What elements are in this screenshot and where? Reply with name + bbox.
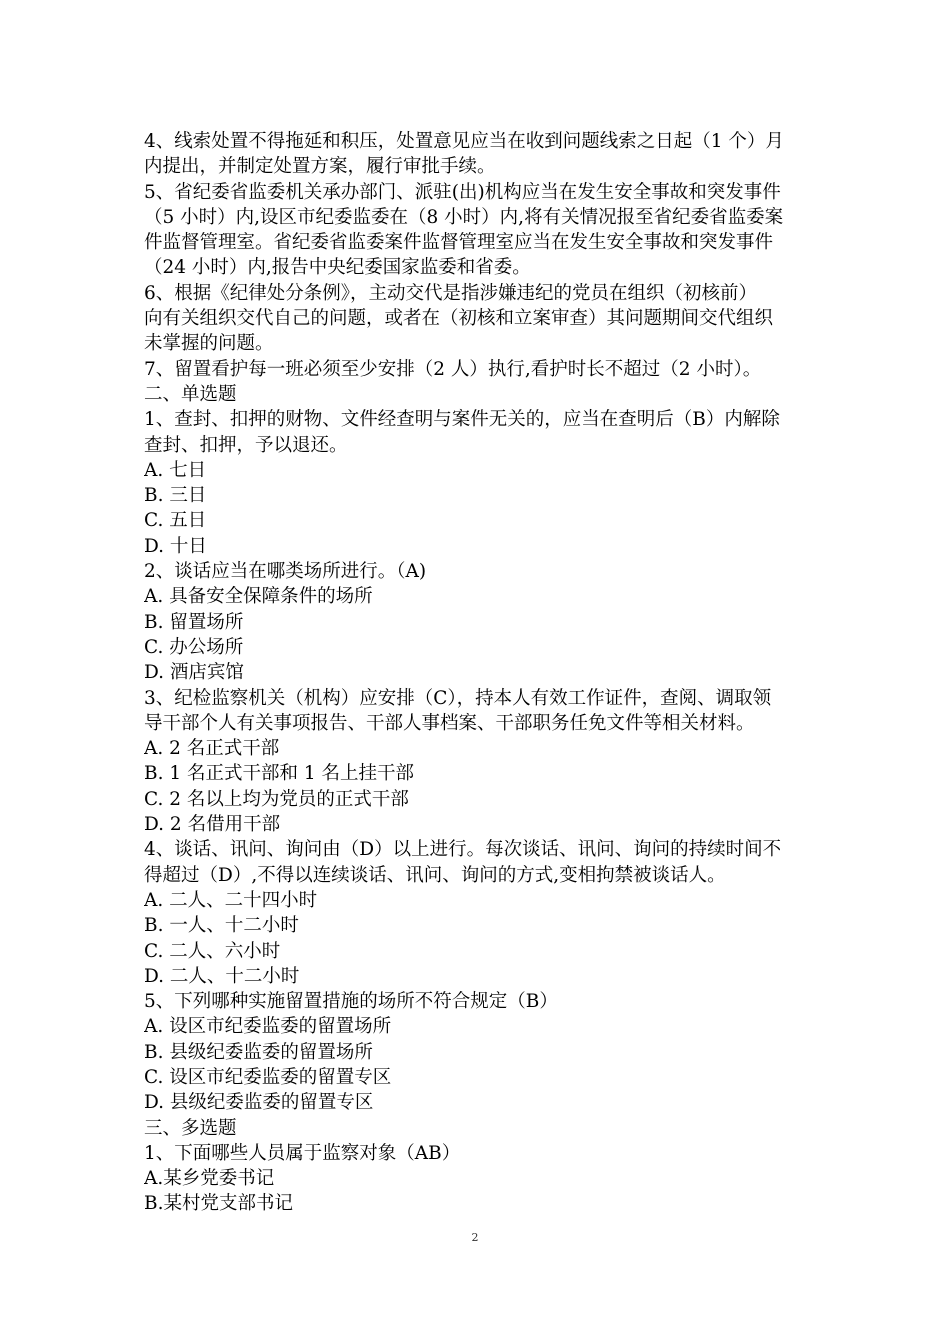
document-body xyxy=(144,129,812,1217)
answer-option: A. 2 名正式干部 xyxy=(144,738,280,760)
answer-option: D. 十日 xyxy=(144,535,207,557)
answer-option: B. 留置场所 xyxy=(144,611,244,633)
text-line: 5、省纪委省监委机关承办部门、派驻(出)机构应当在发生安全事故和突发事件 xyxy=(144,181,781,203)
answer-option: C. 2 名以上均为党员的正式干部 xyxy=(144,788,409,810)
answer-option: B.某村党支部书记 xyxy=(144,1193,293,1215)
text-line: 7、留置看护每一班必须至少安排（2 人）执行,看护时长不超过（2 小时）。 xyxy=(144,358,762,380)
answer-option: C. 办公场所 xyxy=(144,636,244,658)
page-number: 2 xyxy=(471,1231,479,1244)
answer-option: D. 县级纪委监委的留置专区 xyxy=(144,1092,374,1114)
section-heading: 二、单选题 xyxy=(144,383,237,405)
answer-option: A. 七日 xyxy=(144,459,207,481)
question-text: 查封、扣押，予以退还。 xyxy=(144,434,348,456)
question-text: 5、下列哪种实施留置措施的场所不符合规定（B） xyxy=(144,991,558,1013)
question-text: 得超过（D）,不得以连续谈话、讯问、询问的方式,变相拘禁被谈话人。 xyxy=(144,864,726,886)
text-line: 6、根据《纪律处分条例》，主动交代是指涉嫌违纪的党员在组织（初核前） xyxy=(144,282,758,304)
section-heading: 三、多选题 xyxy=(144,1117,237,1139)
answer-option: B. 1 名正式干部和 1 名上挂干部 xyxy=(144,763,415,785)
text-line: （5 小时）内,设区市纪委监委在（8 小时）内,将有关情况报至省纪委省监委案 xyxy=(144,206,784,228)
answer-option: B. 县级纪委监委的留置场所 xyxy=(144,1041,373,1063)
answer-option: A. 二人、二十四小时 xyxy=(144,889,318,911)
answer-option: C. 设区市纪委监委的留置专区 xyxy=(144,1066,392,1088)
text-line: 4、线索处置不得拖延和积压，处置意见应当在收到问题线索之日起（1 个）月 xyxy=(144,131,784,152)
question-text: 4、谈话、讯问、询问由（D）以上进行。每次谈话、讯问、询问的持续时间不 xyxy=(144,839,782,861)
answer-option: B. 一人、十二小时 xyxy=(144,915,299,937)
answer-option: D. 二人、十二小时 xyxy=(144,965,300,987)
text-line: 件监督管理室。省纪委省监委案件监督管理室应当在发生安全事故和突发事件 xyxy=(144,232,774,254)
answer-option: C. 二人、六小时 xyxy=(144,940,281,962)
answer-option: A. 设区市纪委监委的留置场所 xyxy=(144,1016,392,1038)
text-line: 内提出，并制定处置方案，履行审批手续。 xyxy=(144,156,496,178)
question-text: 1、查封、扣押的财物、文件经查明与案件无关的，应当在查明后（B）内解除 xyxy=(144,409,780,431)
question-text: 导干部个人有关事项报告、干部人事档案、干部职务任免文件等相关材料。 xyxy=(144,712,755,734)
answer-option: C. 五日 xyxy=(144,510,207,532)
text-line: （24 小时）内,报告中央纪委国家监委和省委。 xyxy=(144,257,531,279)
text-line: 向有关组织交代自己的问题，或者在（初核和立案审查）其问题期间交代组织 xyxy=(144,308,774,330)
answer-option: D. 2 名借用干部 xyxy=(144,814,281,836)
answer-option: B. 三日 xyxy=(144,485,207,507)
text-line: 未掌握的问题。 xyxy=(144,333,274,355)
answer-option: D. 酒店宾馆 xyxy=(144,662,244,684)
question-text: 1、下面哪些人员属于监察对象（AB） xyxy=(144,1142,461,1164)
answer-option: A. 具备安全保障条件的场所 xyxy=(144,586,373,608)
question-text: 3、纪检监察机关（机构）应安排（C），持本人有效工作证件，查阅、调取领 xyxy=(144,687,772,709)
answer-option: A.某乡党委书记 xyxy=(144,1168,275,1190)
question-text: 2、谈话应当在哪类场所进行。（A) xyxy=(144,561,427,583)
